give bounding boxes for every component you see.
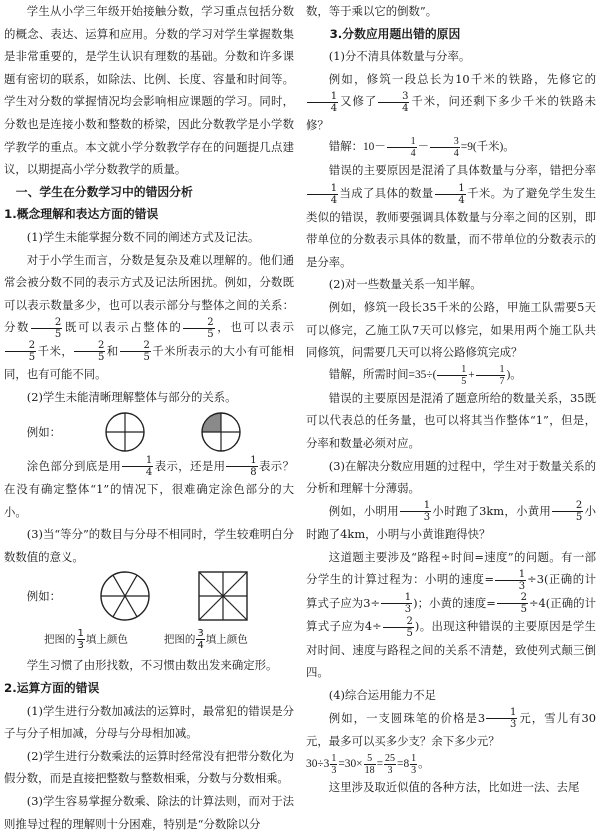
explanation-speed: 这道题主要涉及“路程÷时间=速度”的问题。有一部分学生的计算过程为：小明的速度= $\frac{1}{3}$ ÷3(正确的计算式子应为3÷ $\frac{1}{3}$ )；小黄的速度= $\frac{2}{5}$ ÷4(正确的计算式子应为4÷ $\frac{2}{5}$ )。出现这种错误的主要原因是学生对时间、速度与路程之间的关系不清楚，致使列式颠三倒四。 — [306, 549, 596, 680]
fraction-1-8: $\frac{1}{8}$ — [226, 455, 257, 478]
fraction-2-5: $\frac{2}{5}$ — [74, 340, 105, 363]
example-label: 例如： — [26, 589, 61, 604]
caption-2: 把图的 $\frac{3}{4}$ 填上颜色 — [163, 627, 248, 651]
point-2-2: (2)学生进行分数乘法的运算时经常没有把带分数化为假分数，而是直接把整数与整数相乘，分数与分数相乘。 — [4, 748, 294, 786]
fraction-2-5: $\frac{2}{5}$ — [5, 340, 36, 363]
subheading-operation-errors: 2.运算方面的错误 — [4, 680, 100, 695]
circle-sixths-figure — [101, 572, 149, 620]
fraction-1-4: $\frac{1}{4}$ — [307, 183, 338, 206]
fraction-2-5: $\frac{2}{5}$ — [497, 592, 528, 615]
fraction-25-3: $\frac{25}{3}$ — [385, 752, 396, 776]
left-column — [4, 0, 294, 835]
point-2-3: (3)学生容易掌握分数乘、除法的计算法则，而对于法则推导过程的理解则十分困难，特别是“分数除以分 — [4, 793, 294, 831]
section-heading-1: 一、学生在分数学习中的错因分析 — [15, 184, 193, 199]
figure-row-division — [4, 568, 294, 624]
fraction-5-18: $\frac{5}{18}$ — [364, 752, 375, 776]
fraction-1-3: $\frac{1}{3}$ — [411, 752, 417, 776]
fraction-2-5: $\frac{2}{5}$ — [552, 500, 583, 523]
fraction-1-3: $\frac{1}{3}$ — [400, 500, 431, 523]
fraction-2-5: $\frac{2}{5}$ — [383, 616, 414, 639]
fraction-3-4: $\frac{3}{4}$ — [197, 627, 204, 651]
point-3-4: (4)综合运用能力不足 — [328, 688, 437, 703]
point-1-1: (1)学生未能掌握分数不同的阐述方式及记法。 — [26, 229, 260, 244]
fraction-2-5: $\frac{2}{5}$ — [120, 340, 151, 363]
square-eighths-figure — [199, 572, 247, 620]
subheading-concept-errors: 1.概念理解和表达方面的错误 — [4, 207, 159, 222]
fraction-2-5: $\frac{2}{5}$ — [183, 317, 214, 340]
fraction-1-4: $\frac{1}{4}$ — [387, 136, 417, 159]
circle-shaded-figure — [202, 413, 240, 451]
calculation-line: 30÷3 $\frac{1}{3}$ =30× $\frac{5}{18}$ = $\frac{25}{3}$ =8 $\frac{1}{3}$ 。 — [306, 752, 430, 776]
wrong-solution-2: 错解，所需时间=35÷( $\frac{1}{5}$ + $\frac{1}{7}$ )。 — [328, 363, 522, 387]
circle-figures — [81, 410, 281, 454]
point-3-1: (1)分不清具体数量与分率。 — [328, 49, 471, 64]
fraction-1-3: $\frac{1}{3}$ — [495, 569, 526, 592]
fraction-1-4: $\frac{1}{4}$ — [435, 183, 466, 206]
fraction-1-4: $\frac{1}{4}$ — [122, 455, 153, 478]
example-running: 例如，小明用 $\frac{1}{3}$ 小时跑了3km，小黄用 $\frac{2}{5}$ 小时跑了4km，小明与小黄谁跑得快？ — [306, 500, 596, 542]
example-railway: 例如，修筑一段总长为10千米的铁路，先修它的 $\frac{1}{4}$ 又修了 $\frac{3}{4}$ 千米，问还剩下多少千米的铁路未修？ — [306, 71, 596, 132]
fraction-1-5: $\frac{1}{5}$ — [437, 364, 467, 387]
example-highway: 例如，修筑一段长35千米的公路，甲施工队需要5天可以修完，乙施工队7天可以修完，如果用两个施工队共同修筑，问需要几天可以将公路修筑完成？ — [306, 299, 596, 360]
fraction-1-3: $\frac{1}{3}$ — [331, 752, 337, 776]
fraction-1-3: $\frac{1}{3}$ — [77, 627, 84, 651]
point-3-3: (3)在解决分数应用题的过程中，学生对于数量关系的分析和理解十分薄弱。 — [306, 458, 596, 496]
example-label: 例如： — [26, 424, 61, 439]
paragraph-shaded-part: 涂色部分到底是用 $\frac{1}{4}$ 表示，还是用 $\frac{1}{8}$ 表示？在没有确定整体“1”的情况下，很难确定涂色部分的大小。 — [4, 455, 294, 519]
subheading-word-problems: 3.分数应用题出错的原因 — [329, 26, 461, 41]
paragraph-approximation: 这里涉及取近似值的各种方法，比如进一法、去尾 — [328, 779, 580, 794]
circle-quarters-figure — [106, 413, 144, 451]
fraction-1-3: $\frac{1}{3}$ — [381, 592, 412, 615]
point-1-3: (3)当“等分”的数目与分母不相同时，学生较难明白分数数值的意义。 — [4, 527, 294, 564]
right-column — [306, 0, 596, 798]
example-pen: 例如，一支圆珠笔的价格是3 $\frac{1}{3}$ 元，雪儿有30元，最多可以买多少支？余下多少元？ — [306, 707, 597, 749]
fraction-1-4: $\frac{1}{4}$ — [307, 91, 338, 114]
caption-1: 把图的 $\frac{1}{3}$ 填上颜色 — [44, 627, 128, 651]
fraction-3-4: $\frac{3}{4}$ — [378, 91, 409, 114]
fraction-2-5: $\frac{2}{5}$ — [31, 317, 62, 340]
fraction-1-3: $\frac{1}{3}$ — [486, 707, 517, 730]
point-3-2: (2)对一些数量关系一知半解。 — [328, 277, 482, 292]
intro-paragraph: 学生从小学三年级开始接触分数，学习重点包括分数的概念、表达、运算和应用。分数的学习对学生掌握数集是非常重要的，是学生认识有理数的基础。分数和许多课题有密切的联系，如除法、比例、长度、容量和时间等。学生对分数的掌握情况均会影响相应课题的学习。同时，分数也是连接小数和整数的桥梁，因此分数教学是小学数学教学的重点。本文就小学分数教学存在的问题提几点建议，以期提高小学分数教学的质量。 — [4, 4, 294, 177]
continuation-text: 数，等于乘以它的倒数”。 — [306, 4, 438, 18]
figure-captions — [4, 624, 294, 654]
division-figures — [81, 569, 281, 623]
explanation-quantity-relation: 错误的主要原因是混淆了题意所给的数量关系，35既可以代表总的任务量，也可以将其当作整体“1”，但是，分率和数量必须对应。 — [306, 390, 596, 450]
point-1-2: (2)学生未能清晰理解整体与部分的关系。 — [26, 389, 237, 404]
fraction-3-4: $\frac{3}{4}$ — [430, 136, 460, 159]
paragraph-fraction-expression: 对于小学生而言，分数是复杂及难以理解的。他们通常会被分数不同的表示方式及记法所困扰。例如，分数既可以表示数量多少，也可以表示部分与整体之间的关系：分数 $\frac{2}{5}$ 既可以表示占整体的 $\frac{2}{5}$ ，也可以表示 $\frac{2}{5}$ 千米， $\frac{2}{5}$ 和 $\frac{2}{5}$ 千米所表示的大小有可能相同，也有可能不同。 — [4, 252, 294, 382]
wrong-solution-1: 错解：10－ $\frac{1}{4}$ － $\frac{3}{4}$ =9(千米)。 — [328, 136, 515, 160]
point-2-1: (1)学生进行分数加减法的运算时，最常犯的错误是分子与分子相加减，分母与分母相加减。 — [4, 703, 294, 741]
paragraph-shape-habit: 学生习惯了由形找数，不习惯由数出发来确定形。 — [26, 658, 278, 673]
figure-row-circles — [4, 409, 294, 455]
explanation-rate-vs-quantity: 错误的主要原因是混淆了具体数量与分率，错把分率 $\frac{1}{4}$ 当成了具体的数量 $\frac{1}{4}$ 千米。为了避免学生发生类似的错误，教师要强调具体数量与分率之间的区别，即带单位的分数表示具体的数量，而不带单位的分数表示的是分率。 — [306, 163, 596, 269]
fraction-1-7: $\frac{1}{7}$ — [476, 364, 506, 387]
